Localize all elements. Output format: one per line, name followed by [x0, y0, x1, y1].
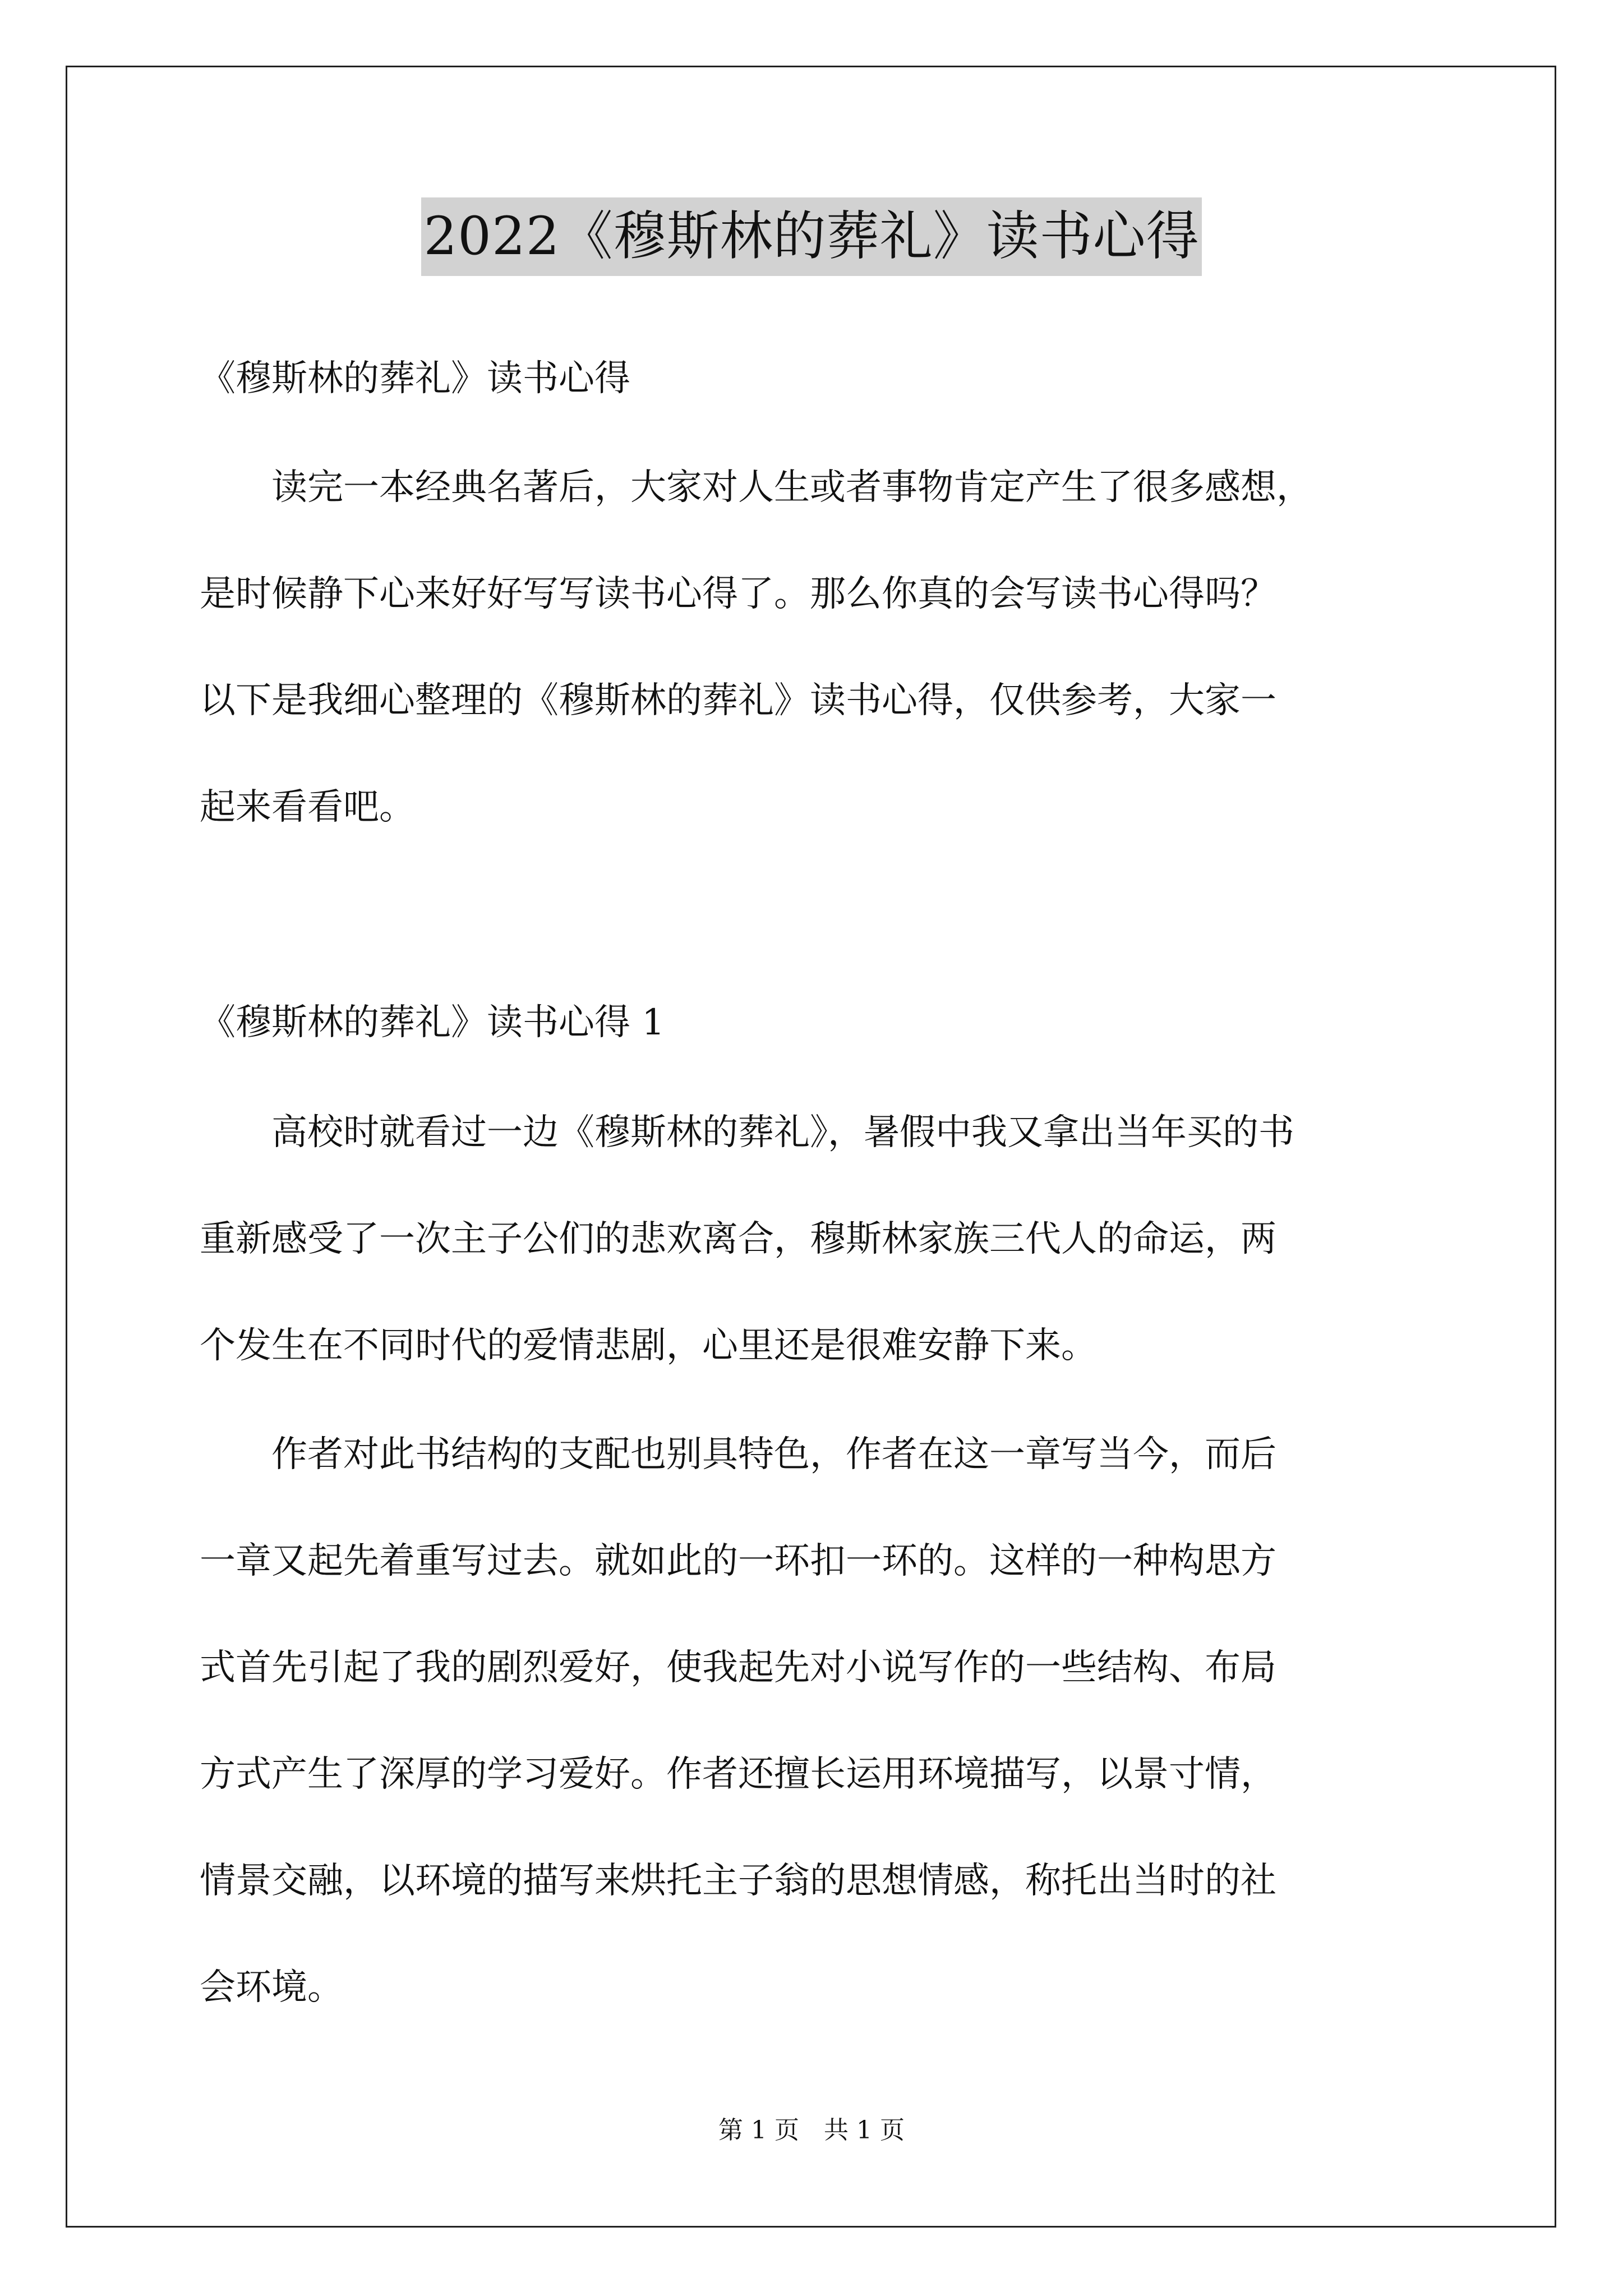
paragraph1-line: 高校时就看过一边《穆斯林的葬礼》，暑假中我又拿出当年买的书	[200, 1112, 1294, 1153]
paragraph2-line: 会环境。	[200, 1967, 343, 2008]
paragraph2-line: 作者对此书结构的支配也别具特色，作者在这一章写当今，而后	[200, 1434, 1276, 1475]
paragraph1-line: 重新感受了一次主子公们的悲欢离合，穆斯林家族三代人的命运，两	[200, 1218, 1276, 1260]
section-heading: 《穆斯林的葬礼》读书心得 1	[200, 1002, 665, 1043]
page-footer: 第 1 页 共 1 页	[718, 2116, 905, 2145]
paragraph2-line: 方式产生了深厚的学习爱好。作者还擅长运用环境描写，以景寸情，	[200, 1754, 1276, 1795]
intro-line: 是时候静下心来好好写写读书心得了。那么你真的会写读书心得吗？	[200, 573, 1276, 615]
title-container	[0, 197, 1623, 276]
intro-line: 以下是我细心整理的《穆斯林的葬礼》读书心得，仅供参考，大家一	[200, 680, 1276, 721]
intro-line: 读完一本经典名著后，大家对人生或者事物肯定产生了很多感想，	[200, 467, 1312, 508]
document-title: 2022《穆斯林的葬礼》读书心得	[421, 197, 1201, 276]
paragraph2-line: 情景交融，以环境的描写来烘托主子翁的思想情感，称托出当时的社	[200, 1860, 1276, 1902]
paragraph2-line: 一章又起先着重写过去。就如此的一环扣一环的。这样的一种构思方	[200, 1540, 1276, 1582]
subtitle: 《穆斯林的葬礼》读书心得	[200, 358, 630, 399]
paragraph1-line: 个发生在不同时代的爱情悲剧，心里还是很难安静下来。	[200, 1325, 1097, 1366]
intro-line: 起来看看吧。	[200, 786, 415, 828]
paragraph2-line: 式首先引起了我的剧烈爱好，使我起先对小说写作的一些结构、布局	[200, 1647, 1276, 1688]
